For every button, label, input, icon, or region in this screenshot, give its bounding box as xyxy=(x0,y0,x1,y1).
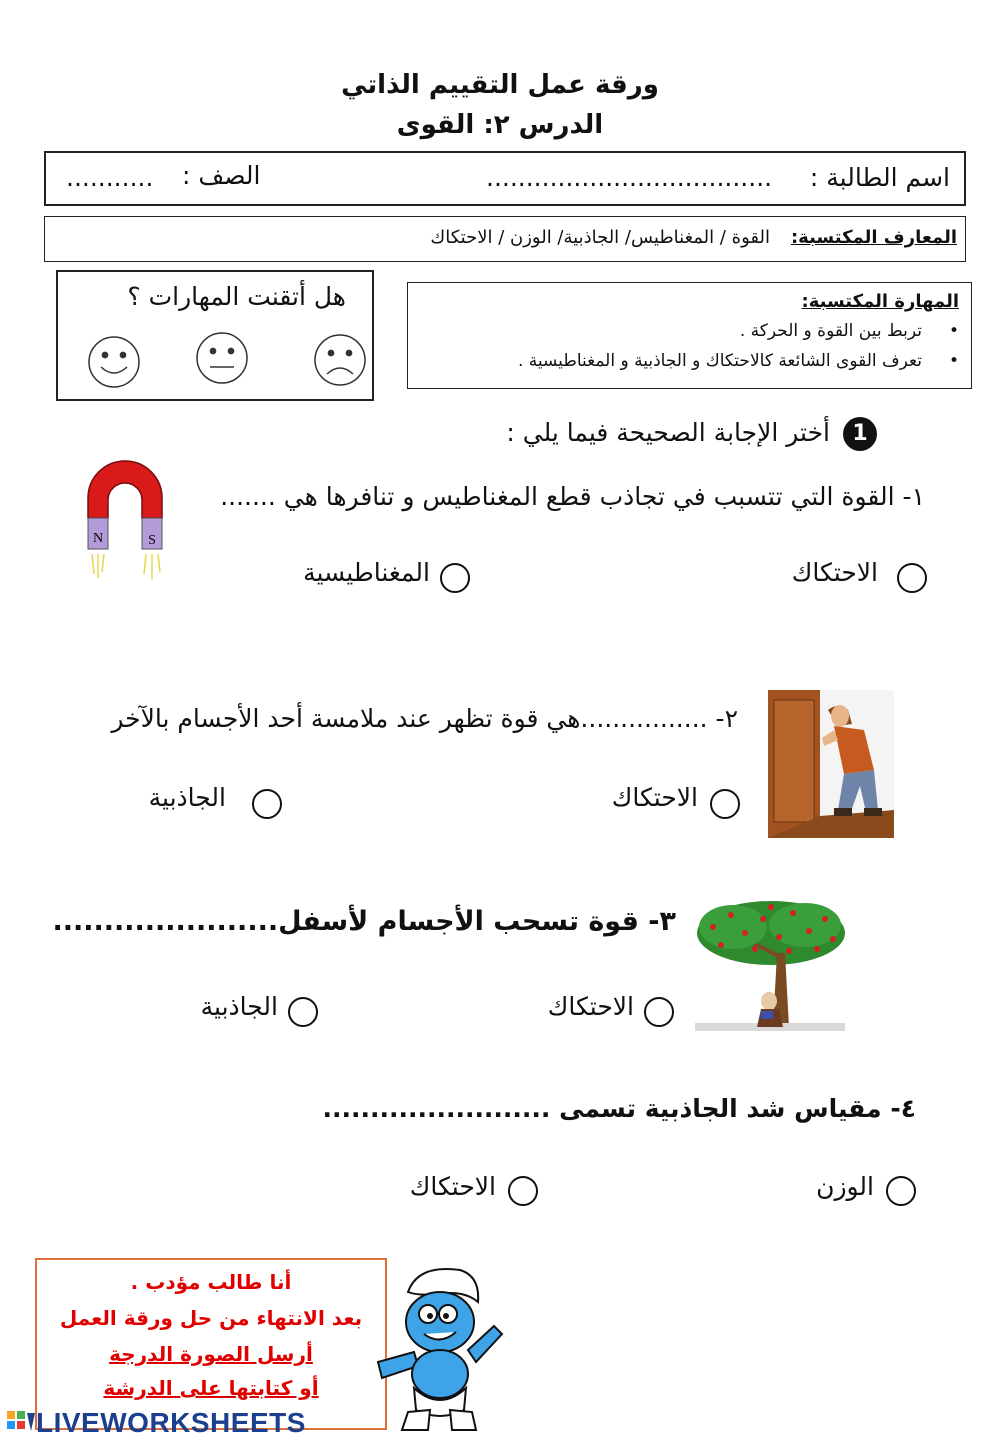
worksheet-title: ورقة عمل التقييم الذاتي xyxy=(341,70,659,100)
submission-note-box xyxy=(35,1258,387,1430)
section-number-badge: 1 xyxy=(843,417,877,451)
question-1-option-a-label[interactable]: الاحتكاك xyxy=(791,558,878,587)
note-line: أنا طالب مؤدب . xyxy=(130,1270,292,1294)
magnet-north-label: N xyxy=(92,531,104,546)
question-4-text: ٤- مقياس شد الجاذبية تسمى ........................ xyxy=(322,1094,916,1123)
liveworksheets-logo xyxy=(6,1408,306,1438)
question-4-option-a-radio[interactable] xyxy=(886,1176,916,1206)
knowledge-items: القوة / المغناطيس/ الجاذبية/ الوزن / الاحتكاك xyxy=(430,227,770,248)
skills-box xyxy=(407,282,972,389)
question-3-text: ٣- قوة تسحب الأجسام لأسفل...................... xyxy=(52,906,676,937)
question-1-option-b-label[interactable]: المغناطيسية xyxy=(303,558,430,587)
student-name-field[interactable]: .................................... xyxy=(486,163,773,192)
pushing-door-image xyxy=(768,690,894,838)
skills-label: المهارة المكتسبة: xyxy=(801,291,959,312)
question-4-option-b-radio[interactable] xyxy=(508,1176,538,1206)
mastery-box xyxy=(56,270,374,401)
note-line: بعد الانتهاء من حل ورقة العمل xyxy=(59,1306,363,1330)
question-2-option-a-label[interactable]: الاحتكاك xyxy=(611,783,698,812)
note-line: أرسل الصورة الدرجة xyxy=(109,1342,313,1366)
question-1-option-a-radio[interactable] xyxy=(897,563,927,593)
question-2-option-b-radio[interactable] xyxy=(252,789,282,819)
skills-item: • تعرف القوى الشائعة كالاحتكاك و الجاذبية و المغناطيسية . xyxy=(517,351,959,371)
class-label: الصف : xyxy=(182,161,261,190)
apple-tree-image xyxy=(693,897,846,1033)
question-2-option-b-label[interactable]: الجاذبية xyxy=(148,783,226,812)
question-3-option-a-radio[interactable] xyxy=(644,997,674,1027)
mastery-question: هل أتقنت المهارات ؟ xyxy=(127,282,346,311)
sad-face-icon[interactable] xyxy=(312,332,368,388)
question-3-option-a-label[interactable]: الاحتكاك xyxy=(547,992,634,1021)
magnet-south-label: S xyxy=(148,533,156,548)
lesson-title: الدرس ٢: القوى xyxy=(396,110,604,140)
question-4-option-a-label[interactable]: الوزن xyxy=(816,1172,874,1201)
magnet-icon xyxy=(80,456,170,586)
note-line: أو كتابتها على الدرشة xyxy=(103,1376,319,1400)
happy-face-icon[interactable] xyxy=(86,334,142,390)
student-info-box xyxy=(44,151,966,206)
liveworksheets-brand-text: LIVEWORKSHEETS xyxy=(36,1407,306,1438)
question-4-option-b-label[interactable]: الاحتكاك xyxy=(409,1172,496,1201)
student-name-label: اسم الطالبة : xyxy=(809,163,950,192)
section-instruction: أختر الإجابة الصحيحة فيما يلي : xyxy=(506,418,830,447)
neutral-face-icon[interactable] xyxy=(194,330,250,386)
question-3-option-b-label[interactable]: الجاذبية xyxy=(200,992,278,1021)
liveworksheets-logo-icon xyxy=(6,1409,36,1437)
class-field[interactable]: ........... xyxy=(66,163,154,192)
knowledge-label: المعارف المكتسبة: xyxy=(790,227,957,248)
question-2-option-a-radio[interactable] xyxy=(710,789,740,819)
question-1-text: ١- القوة التي تتسبب في تجاذب قطع المغناطيس و تنافرها هي ....... xyxy=(220,482,925,511)
question-3-option-b-radio[interactable] xyxy=(288,997,318,1027)
skills-item: • تربط بين القوة و الحركة . xyxy=(739,321,959,341)
knowledge-box xyxy=(44,216,966,262)
smurf-mascot-image xyxy=(368,1262,506,1434)
question-2-text: ٢- ................هي قوة تظهر عند ملامسة أحد الأجسام بالآخر xyxy=(111,704,738,733)
question-1-option-b-radio[interactable] xyxy=(440,563,470,593)
